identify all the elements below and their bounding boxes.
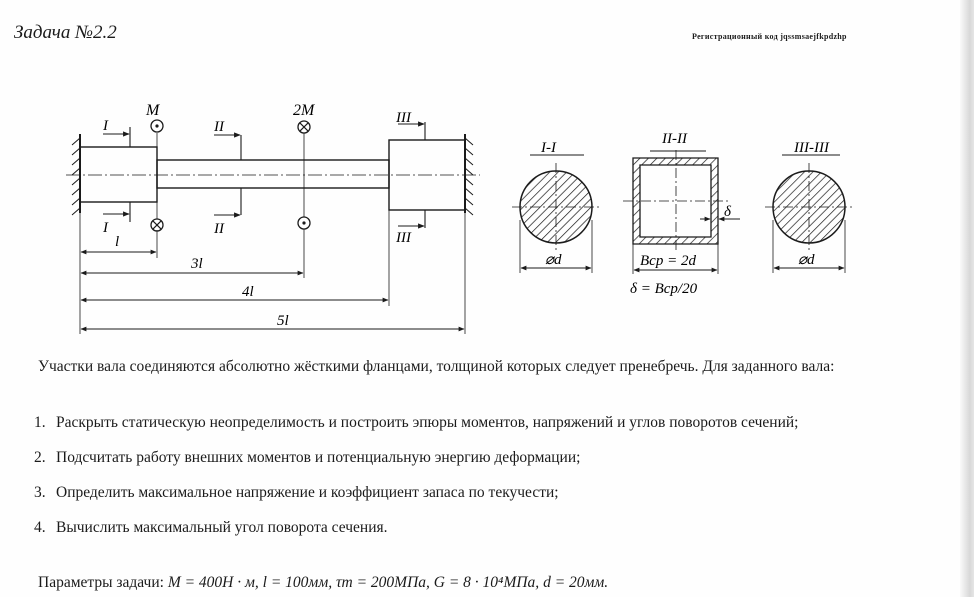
section-label-III-top: III [396, 110, 411, 126]
section-label-I-top: I [103, 118, 108, 134]
diameter-label-I: ⌀d [545, 252, 562, 268]
list-item: 3. Определить максимальное напряжение и коэффициент запаса по текучести; [34, 484, 559, 501]
dimension-l: l [115, 234, 120, 250]
section-label-II-top: II [214, 119, 224, 135]
diameter-label-III: ⌀d [798, 252, 815, 268]
wall-thickness-label: δ [724, 204, 731, 220]
svg-text:II-II: II-II [662, 131, 687, 147]
width-label: Bcp = 2d [640, 253, 696, 269]
task-list [14, 412, 906, 552]
moment-label-2M: 2M [293, 102, 315, 119]
moment-label-M: M [146, 102, 160, 119]
cross-section-III-III [765, 140, 853, 273]
param-l: l = 100мм, [262, 574, 333, 591]
problem-parameters: Параметры задачи: M = 400Н · м, l = 100мм, τт = 200МПа, G = 8 · 10⁴МПа, d = 20мм. [38, 574, 609, 591]
cross-section-II-II [623, 131, 740, 297]
problem-title: Задача №2.2 [14, 22, 117, 43]
dimension-lines [81, 252, 464, 329]
param-G: G = 8 · 10⁴МПа, [433, 574, 540, 591]
dimension-3l: 3l [191, 256, 203, 272]
section-label-II-bottom: II [214, 221, 224, 237]
moment-M-symbols [151, 120, 163, 231]
param-d: d = 20мм. [543, 574, 609, 591]
param-tau: τт = 200МПа, [335, 574, 430, 591]
param-M: M = 400Н · м, [167, 574, 259, 591]
cross-section-I-I [512, 140, 600, 273]
right-wall-support [465, 134, 473, 215]
dimension-4l: 4l [242, 284, 254, 300]
shaft-segment-left [80, 147, 157, 202]
list-item: 4. Вычислить максимальный угол поворота сечения. [34, 519, 388, 536]
dimension-5l: 5l [277, 313, 289, 329]
wall-formula: δ = Bcp/20 [630, 281, 698, 297]
list-item: 1. Раскрыть статическую неопределимость и построить эпюры моментов, напряжений и углов поворотов сечений; [34, 414, 799, 431]
svg-text:I-I: I-I [541, 140, 556, 156]
intro-paragraph: Участки вала соединяются абсолютно жёсткими фланцами, толщиной которых следует пренебречь. Для заданного вала: [38, 358, 835, 375]
list-item: 2. Подсчитать работу внешних моментов и потенциальную энергию деформации; [34, 449, 581, 466]
section-cut-I [103, 127, 130, 222]
registration-code: Регистрационный код jqssmsaejfkpdzhp [692, 32, 847, 41]
section-label-I-bottom: I [103, 220, 108, 236]
svg-text:III-III: III-III [794, 140, 829, 156]
section-label-III-bottom: III [396, 230, 411, 246]
left-wall-support [72, 134, 80, 215]
shaft-segment-middle [157, 160, 389, 188]
